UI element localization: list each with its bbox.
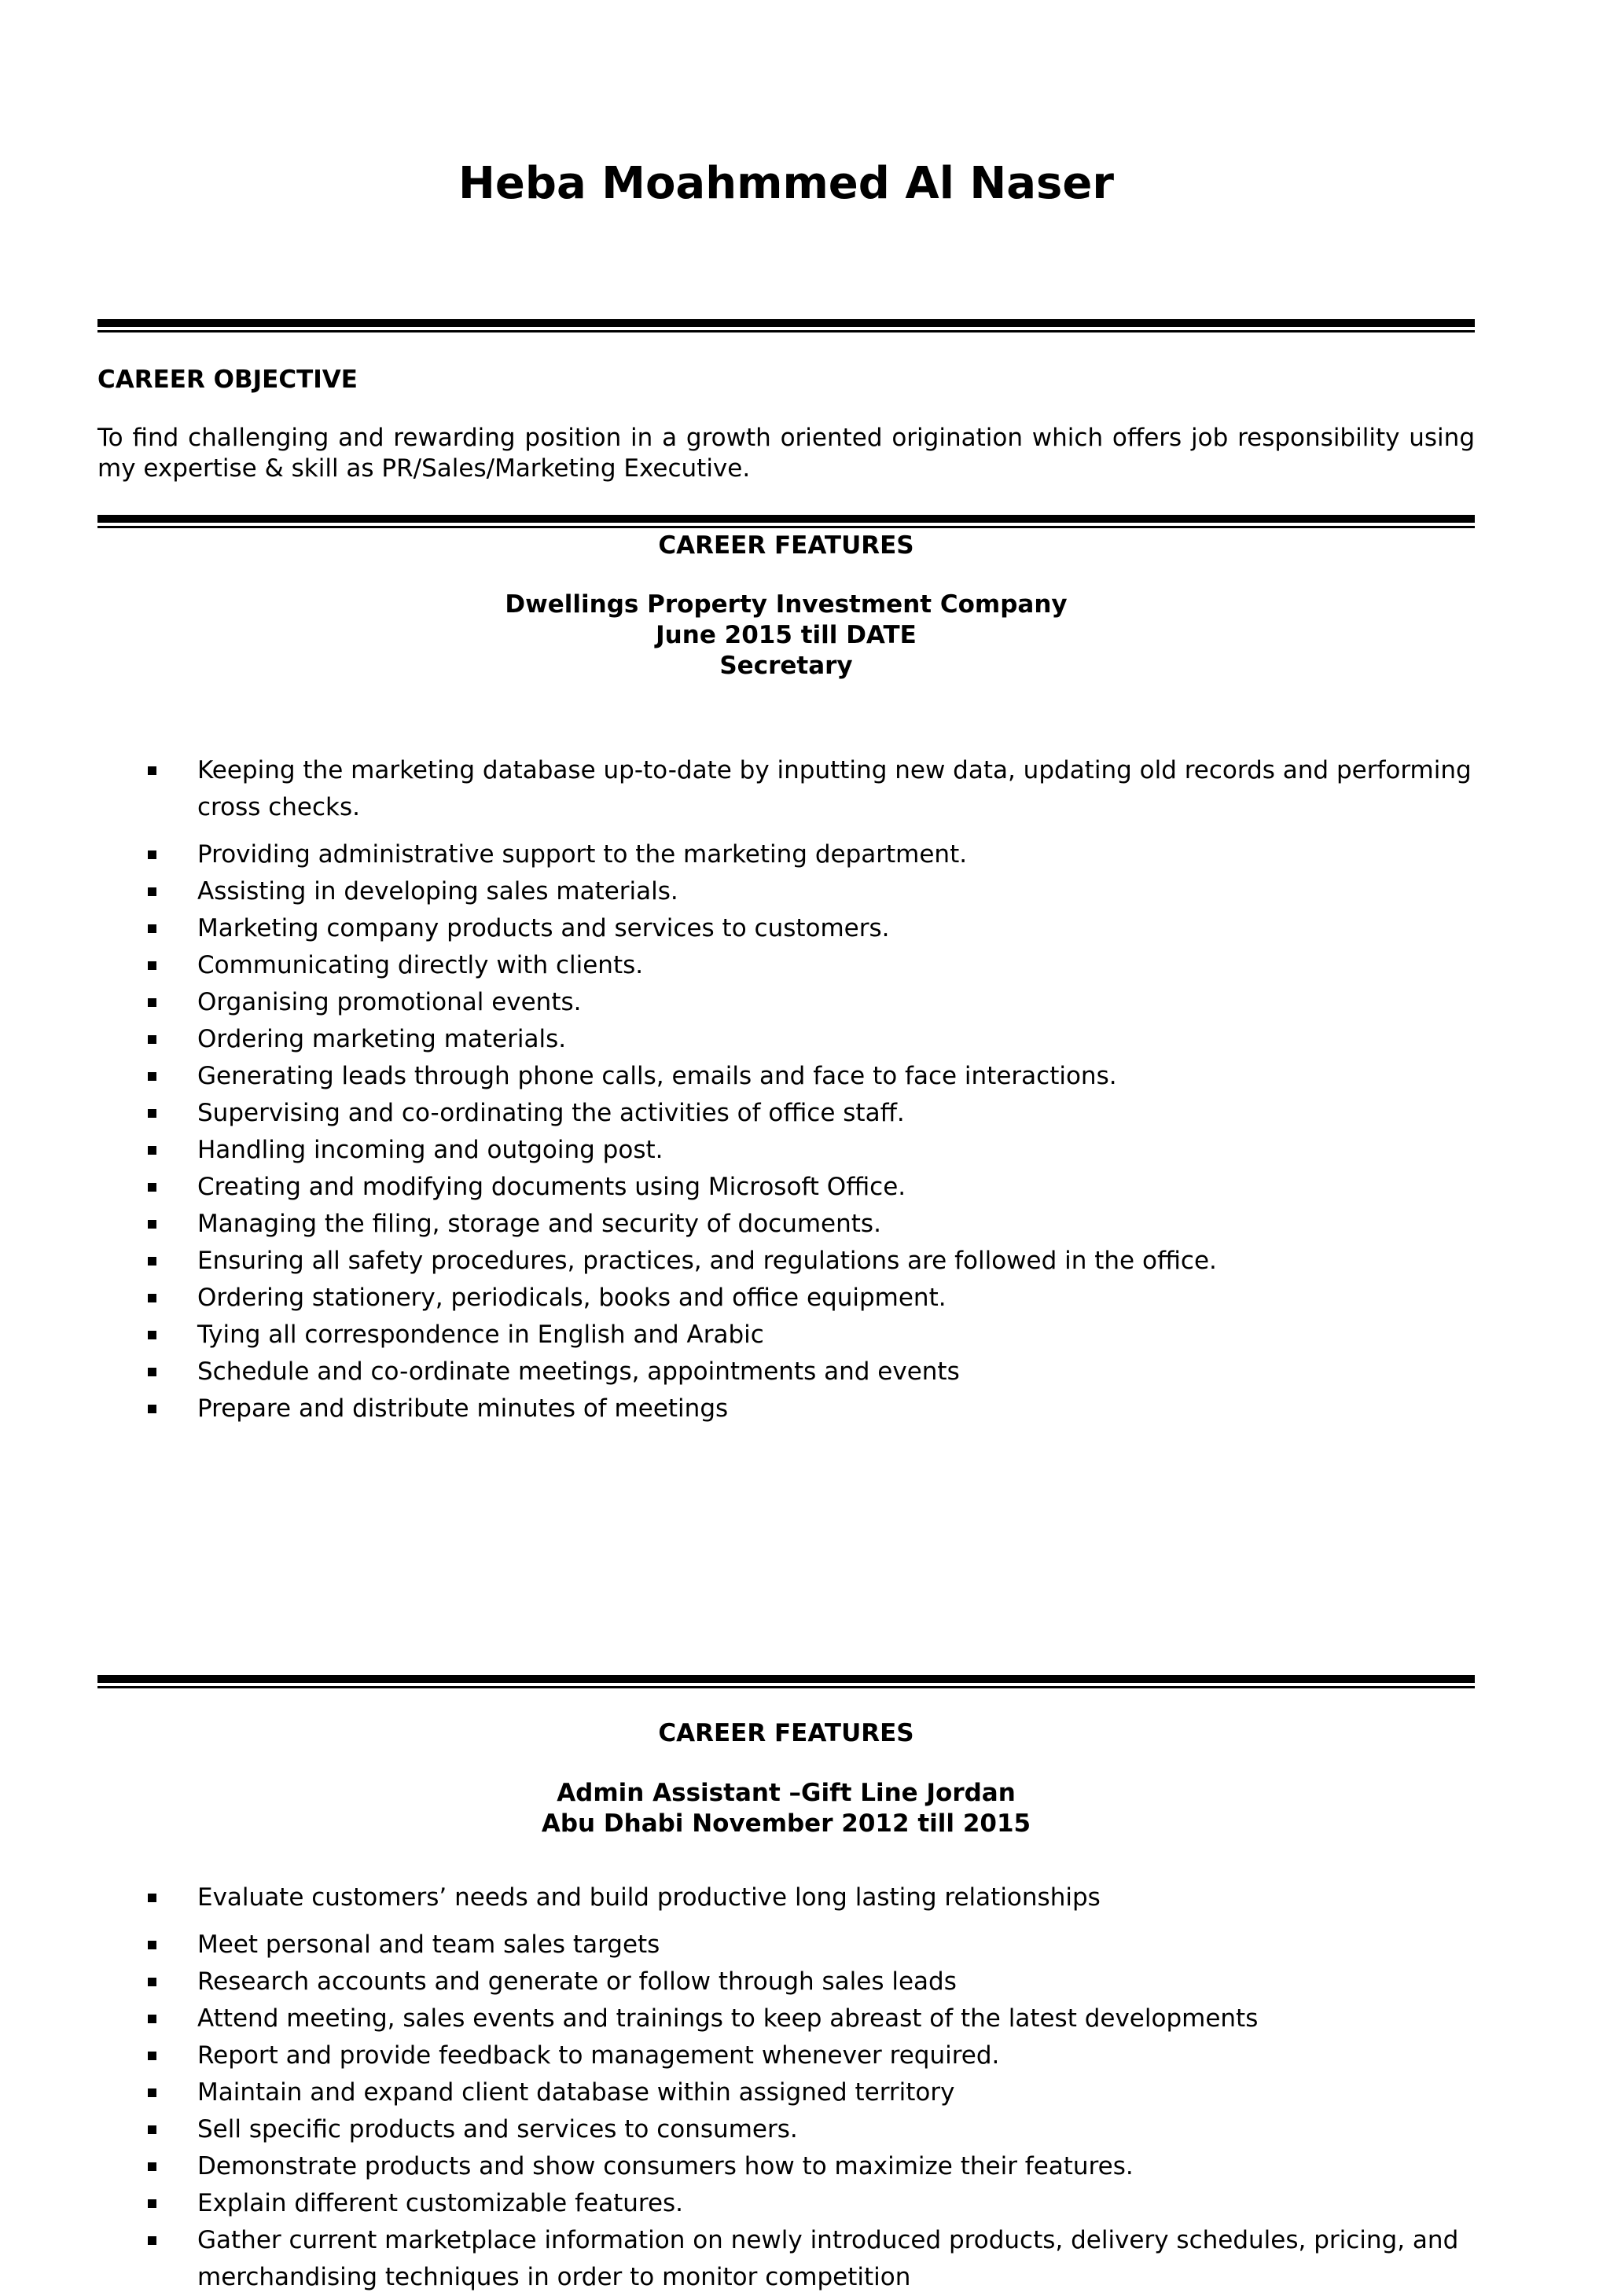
duty-text: Ordering marketing materials. (197, 1025, 567, 1053)
bullet-icon (148, 887, 156, 896)
duty-item (148, 2037, 1476, 2074)
duty-item (148, 947, 1476, 984)
bullet-icon (148, 2052, 156, 2060)
duty-text: Managing the filing, storage and security of documents. (197, 1210, 881, 1238)
duty-text: Ordering stationery, periodicals, books and office equipment. (197, 1284, 947, 1312)
section-divider (97, 319, 1475, 332)
duty-text: Attend meeting, sales events and trainings to keep abreast of the latest developments (197, 2004, 1259, 2033)
duty-text: Report and provide feedback to management whenever required. (197, 2041, 1000, 2070)
duty-item (148, 1390, 1476, 1427)
bullet-icon (148, 961, 156, 970)
duty-item (148, 1879, 1476, 1916)
duty-item (148, 2074, 1476, 2111)
duty-item (148, 2222, 1476, 2296)
duty-item (148, 1206, 1476, 1243)
duty-text: Evaluate customers’ needs and build productive long lasting relationships (197, 1883, 1101, 1912)
duty-text: Marketing company products and services to customers. (197, 914, 890, 942)
duty-item (148, 910, 1476, 947)
bullet-icon (148, 1220, 156, 1229)
bullet-icon (148, 2199, 156, 2208)
bullet-icon (148, 998, 156, 1007)
career-features-heading: CAREER FEATURES (658, 531, 914, 560)
duty-text: Keeping the marketing database up-to-date by inputting new data, updating old records and performing cross checks. (197, 756, 1472, 821)
duty-item (148, 1927, 1476, 1964)
duty-text: Supervising and co-ordinating the activities of office staff. (197, 1099, 905, 1127)
duty-text: Meet personal and team sales targets (197, 1930, 660, 1959)
duty-item (148, 1058, 1476, 1095)
section-divider (97, 1675, 1475, 1688)
duty-item (148, 2111, 1476, 2148)
duty-text: Generating leads through phone calls, emails and face to face interactions. (197, 1062, 1117, 1090)
duty-text: Providing administrative support to the marketing department. (197, 840, 968, 869)
duty-text: Sell specific products and services to consumers. (197, 2115, 798, 2144)
duty-item (148, 2148, 1476, 2185)
bullet-icon (148, 850, 156, 859)
candidate-name: Heba Moahmmed Al Naser (458, 158, 1114, 209)
duty-item (148, 1280, 1476, 1317)
bullet-icon (148, 1368, 156, 1376)
bullet-icon (148, 1035, 156, 1044)
duty-text: Schedule and co-ordinate meetings, appointments and events (197, 1357, 960, 1386)
bullet-icon (148, 1146, 156, 1155)
duty-item (148, 1243, 1476, 1280)
bullet-icon (148, 1894, 156, 1902)
duty-text: Gather current marketplace information on newly introduced products, delivery schedules, pricing, and merchandising techniques in order to monitor competition (197, 2226, 1459, 2291)
job1-dates: June 2015 till DATE (656, 621, 917, 649)
duty-text: Maintain and expand client database within assigned territory (197, 2078, 955, 2107)
bullet-icon (148, 766, 156, 775)
duty-text: Communicating directly with clients. (197, 951, 644, 979)
bullet-icon (148, 2015, 156, 2023)
career-objective-text: To find challenging and rewarding position in a growth oriented origination which offers job responsibility using my expertise & skill as PR/Sales/Marketing Executive. (97, 424, 1475, 483)
duty-item (148, 1354, 1476, 1390)
duty-item (148, 1169, 1476, 1206)
bullet-icon (148, 1978, 156, 1986)
bullet-icon (148, 1941, 156, 1949)
job1-duties-list (148, 752, 1476, 1427)
duty-text: Research accounts and generate or follow through sales leads (197, 1967, 957, 1996)
duty-text: Tying all correspondence in English and Arabic (197, 1321, 764, 1349)
bullet-icon (148, 1331, 156, 1339)
bullet-icon (148, 1294, 156, 1302)
duty-item (148, 1021, 1476, 1058)
bullet-icon (148, 2125, 156, 2134)
career-objective-heading: CAREER OBJECTIVE (97, 366, 358, 394)
bullet-icon (148, 1109, 156, 1118)
section-divider (97, 515, 1475, 528)
duty-item (148, 1964, 1476, 2000)
job2-company: Admin Assistant –Gift Line Jordan (557, 1779, 1016, 1807)
bullet-icon (148, 1405, 156, 1413)
duty-item (148, 2185, 1476, 2222)
duty-text: Organising promotional events. (197, 988, 582, 1016)
duty-text: Creating and modifying documents using Microsoft Office. (197, 1173, 906, 1201)
duty-item (148, 752, 1476, 826)
duty-item (148, 873, 1476, 910)
job1-title: Secretary (719, 652, 853, 680)
bullet-icon (148, 1257, 156, 1266)
duty-item (148, 836, 1476, 873)
job2-duties-list (148, 1879, 1476, 2296)
duty-text: Ensuring all safety procedures, practices, and regulations are followed in the office. (197, 1247, 1217, 1275)
duty-text: Handling incoming and outgoing post. (197, 1136, 663, 1164)
bullet-icon (148, 2088, 156, 2097)
career-features-heading: CAREER FEATURES (658, 1719, 914, 1747)
bullet-icon (148, 924, 156, 933)
duty-item (148, 2000, 1476, 2037)
bullet-icon (148, 2162, 156, 2171)
duty-item (148, 1317, 1476, 1354)
bullet-icon (148, 2236, 156, 2245)
job2-dates: Abu Dhabi November 2012 till 2015 (541, 1809, 1031, 1838)
bullet-icon (148, 1183, 156, 1192)
duty-item (148, 1095, 1476, 1132)
duty-item (148, 1132, 1476, 1169)
job1-company: Dwellings Property Investment Company (505, 590, 1068, 619)
duty-item (148, 984, 1476, 1021)
duty-text: Assisting in developing sales materials. (197, 877, 678, 906)
duty-text: Prepare and distribute minutes of meetings (197, 1394, 729, 1423)
duty-text: Demonstrate products and show consumers how to maximize their features. (197, 2152, 1134, 2180)
bullet-icon (148, 1072, 156, 1081)
duty-text: Explain different customizable features. (197, 2189, 684, 2217)
